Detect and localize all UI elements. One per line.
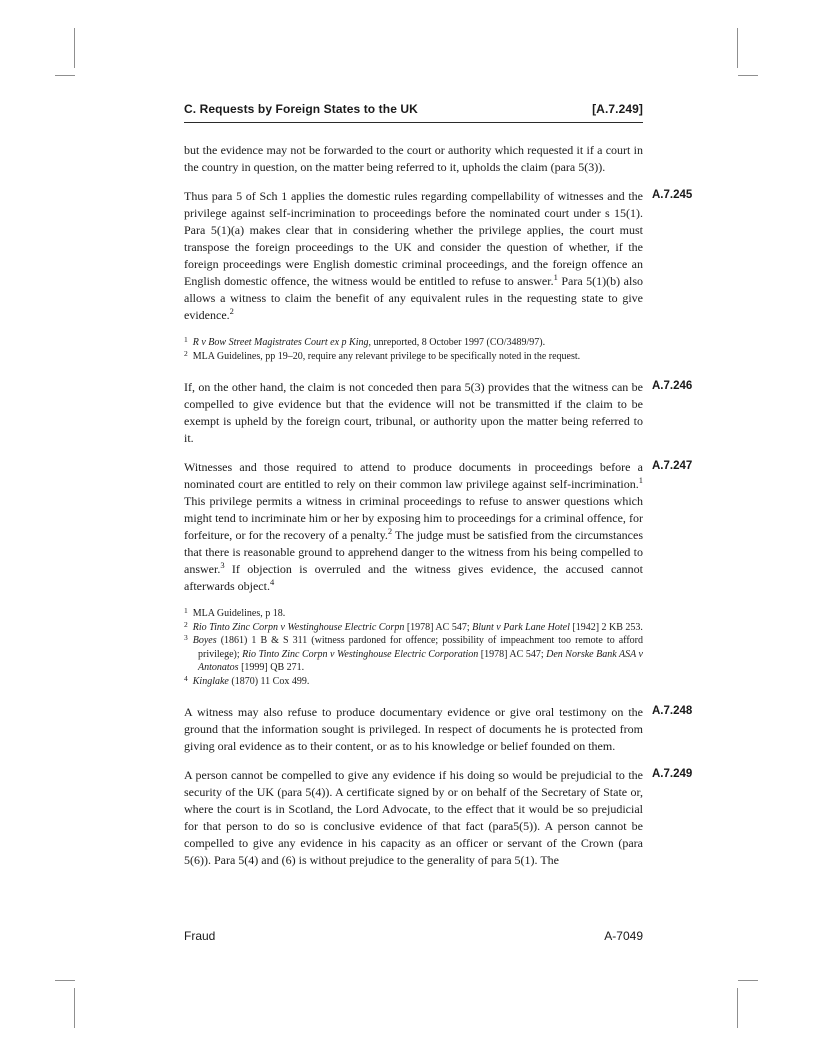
footnote-text xyxy=(193,351,580,362)
margin-paragraph-number: A.7.248 xyxy=(652,705,693,717)
text-run: Thus para 5 of Sch 1 applies the domestic rules regarding compellability of witnesses and the privilege against self-incrimination to proceedings before the nominated court under s 15(1). Para 5(1)(a) makes clear that in considering whether the privilege applies, the court must transpose the foreign proceedings to the UK and consider the question of whether, if the foreign proceedings were English domestic criminal proceedings, and the foreign offence an English domestic offence, the witness would be entitled to refuse to answer. xyxy=(184,189,643,288)
margin-paragraph-number: A.7.247 xyxy=(652,460,693,472)
footnote xyxy=(184,336,643,350)
text-run: If objection is overruled and the witness gives evidence, the accused cannot afterwards object. xyxy=(184,562,643,593)
margin-paragraph-number: A.7.246 xyxy=(652,380,693,392)
footnote-text xyxy=(193,337,545,348)
text-run: (1861) 1 B & S 311 (witness pardoned for offence; possibility of impeachment too remote to afford privilege); xyxy=(198,635,643,660)
case-name: Boyes xyxy=(192,635,217,646)
case-name: Den Norske Bank ASA v Antonatos xyxy=(198,648,643,673)
running-header xyxy=(184,102,643,123)
footnote-number: 1 xyxy=(184,335,188,344)
case-name: Rio Tinto Zinc Corpn v Westinghouse Electric Corpn xyxy=(192,621,405,633)
footnote-reference: 4 xyxy=(269,577,275,587)
footnote-reference: 1 xyxy=(553,272,558,282)
header-paragraph-ref: [A.7.249] xyxy=(592,102,643,116)
footnote-reference: 2 xyxy=(229,306,234,316)
footnote xyxy=(184,607,643,621)
footnote-reference: 1 xyxy=(638,475,643,485)
footnote-number: 1 xyxy=(184,606,188,615)
page-body xyxy=(184,142,693,869)
case-name: Kinglake xyxy=(192,675,229,687)
footer-subject-label: Fraud xyxy=(184,929,216,943)
footnote-text xyxy=(193,622,643,633)
crop-mark-bottom-right-vertical xyxy=(737,988,738,1028)
paragraph-text xyxy=(184,767,643,869)
footnote xyxy=(184,675,643,689)
paragraph-block xyxy=(184,704,693,755)
text-run: This privilege permits a witness in criminal proceedings to refuse to answer questions which might tend to incriminate him or her by exposing him to proceedings for a criminal offence, for forfeiture, or for the recovery of a penalty. xyxy=(184,494,643,542)
footnote-group xyxy=(184,336,643,363)
margin-paragraph-number: A.7.249 xyxy=(652,768,693,780)
text-run: MLA Guidelines, p 18. xyxy=(192,608,286,619)
text-run: A person cannot be compelled to give any evidence if his doing so would be prejudicial to the security of the UK (para 5(4)). A certificate signed by or on behalf of the Secretary of State or, where the court is in Scotland, the Lord Advocate, to the effect that it would be so prejudicial for that person to do so is conclusive evidence of that fact (para5(5)). A person cannot be compelled to give any evidence in his capacity as an officer or servant of the Crown (para 5(6)). Para 5(4) and (6) is without prejudice to the generality of para 5(1). The xyxy=(184,768,643,867)
text-run: , unreported, 8 October 1997 (CO/3489/97). xyxy=(368,337,546,348)
paragraph-text xyxy=(184,142,643,176)
header-section-title: C. Requests by Foreign States to the UK xyxy=(184,102,418,116)
crop-mark-bottom-right-horizontal xyxy=(738,980,758,981)
margin-paragraph-number: A.7.245 xyxy=(652,189,693,201)
footnote xyxy=(184,634,643,675)
text-run: [1978] AC 547; xyxy=(404,621,473,633)
crop-mark-top-left-horizontal xyxy=(55,75,75,76)
paragraph-block xyxy=(184,188,693,324)
footnote-reference: 2 xyxy=(387,526,393,536)
crop-mark-bottom-left-vertical xyxy=(74,988,75,1028)
footnote-number: 4 xyxy=(184,673,188,683)
footnote-number: 2 xyxy=(184,348,188,358)
text-run: (1870) 11 Cox 499. xyxy=(228,675,310,687)
footnote-text xyxy=(193,676,310,687)
paragraph-text xyxy=(184,704,643,755)
text-run: [1999] QB 271. xyxy=(238,662,305,673)
paragraph-text xyxy=(184,379,643,447)
paragraph-block xyxy=(184,767,693,869)
footnote-group xyxy=(184,607,643,688)
case-name: Rio Tinto Zinc Corpn v Westinghouse Electric Corporation xyxy=(242,648,479,660)
case-name: R v Bow Street Magistrates Court ex p King xyxy=(192,337,369,348)
case-name: Blunt v Park Lane Hotel xyxy=(472,621,570,633)
footer-page-number: A-7049 xyxy=(604,929,643,943)
footnote-reference: 3 xyxy=(220,560,225,570)
footnote-number: 3 xyxy=(184,633,188,642)
footnote xyxy=(184,621,643,635)
footnote-text xyxy=(193,635,643,673)
paragraph-block xyxy=(184,459,693,595)
text-run: Para 5(1)(b) also allows a witness to claim the benefit of any equivalent rules in the requesting state to give evidence. xyxy=(184,274,643,322)
footnote xyxy=(184,350,643,364)
paragraph-block xyxy=(184,379,693,447)
paragraph-text xyxy=(184,188,643,324)
crop-mark-bottom-left-horizontal xyxy=(55,980,75,981)
text-run: MLA Guidelines, pp 19–20, require any relevant privilege to be specifically noted in the request. xyxy=(192,350,581,362)
text-run: Witnesses and those required to attend to produce documents in proceedings before a nominated court are entitled to rely on their common law privilege against self-incrimination. xyxy=(184,460,643,491)
text-run: If, on the other hand, the claim is not conceded then para 5(3) provides that the witness can be compelled to give evidence but that the evidence will not be transmitted if the claim to be exempt is upheld by the foreign court, tribunal, or authority upon the matter being referred to it. xyxy=(184,380,643,445)
text-run: A witness may also refuse to produce documentary evidence or give oral testimony on the ground that the information sought is privileged. In respect of documents he is protected from giving oral evidence as to their content, or as to his knowledge or belief founded on them. xyxy=(184,705,643,753)
crop-mark-top-right-horizontal xyxy=(738,75,758,76)
text-run: [1942] 2 KB 253. xyxy=(569,621,643,633)
paragraph-block xyxy=(184,142,643,176)
page-column xyxy=(184,102,693,881)
crop-mark-top-left-vertical xyxy=(74,28,75,68)
paragraph-text xyxy=(184,459,643,595)
running-footer xyxy=(184,929,643,943)
text-run: [1978] AC 547; xyxy=(478,648,547,660)
footnote-text xyxy=(193,608,286,619)
crop-mark-top-right-vertical xyxy=(737,28,738,68)
text-run: The judge must be satisfied from the circumstances that there is reasonable ground to apprehend danger to the witness from his being compelled to answer. xyxy=(184,528,643,576)
text-run: but the evidence may not be forwarded to the court or authority which requested it if a court in the country in question, on the matter being referred to it, upholds the claim (para 5(3)). xyxy=(184,143,643,174)
footnote-number: 2 xyxy=(184,619,188,629)
